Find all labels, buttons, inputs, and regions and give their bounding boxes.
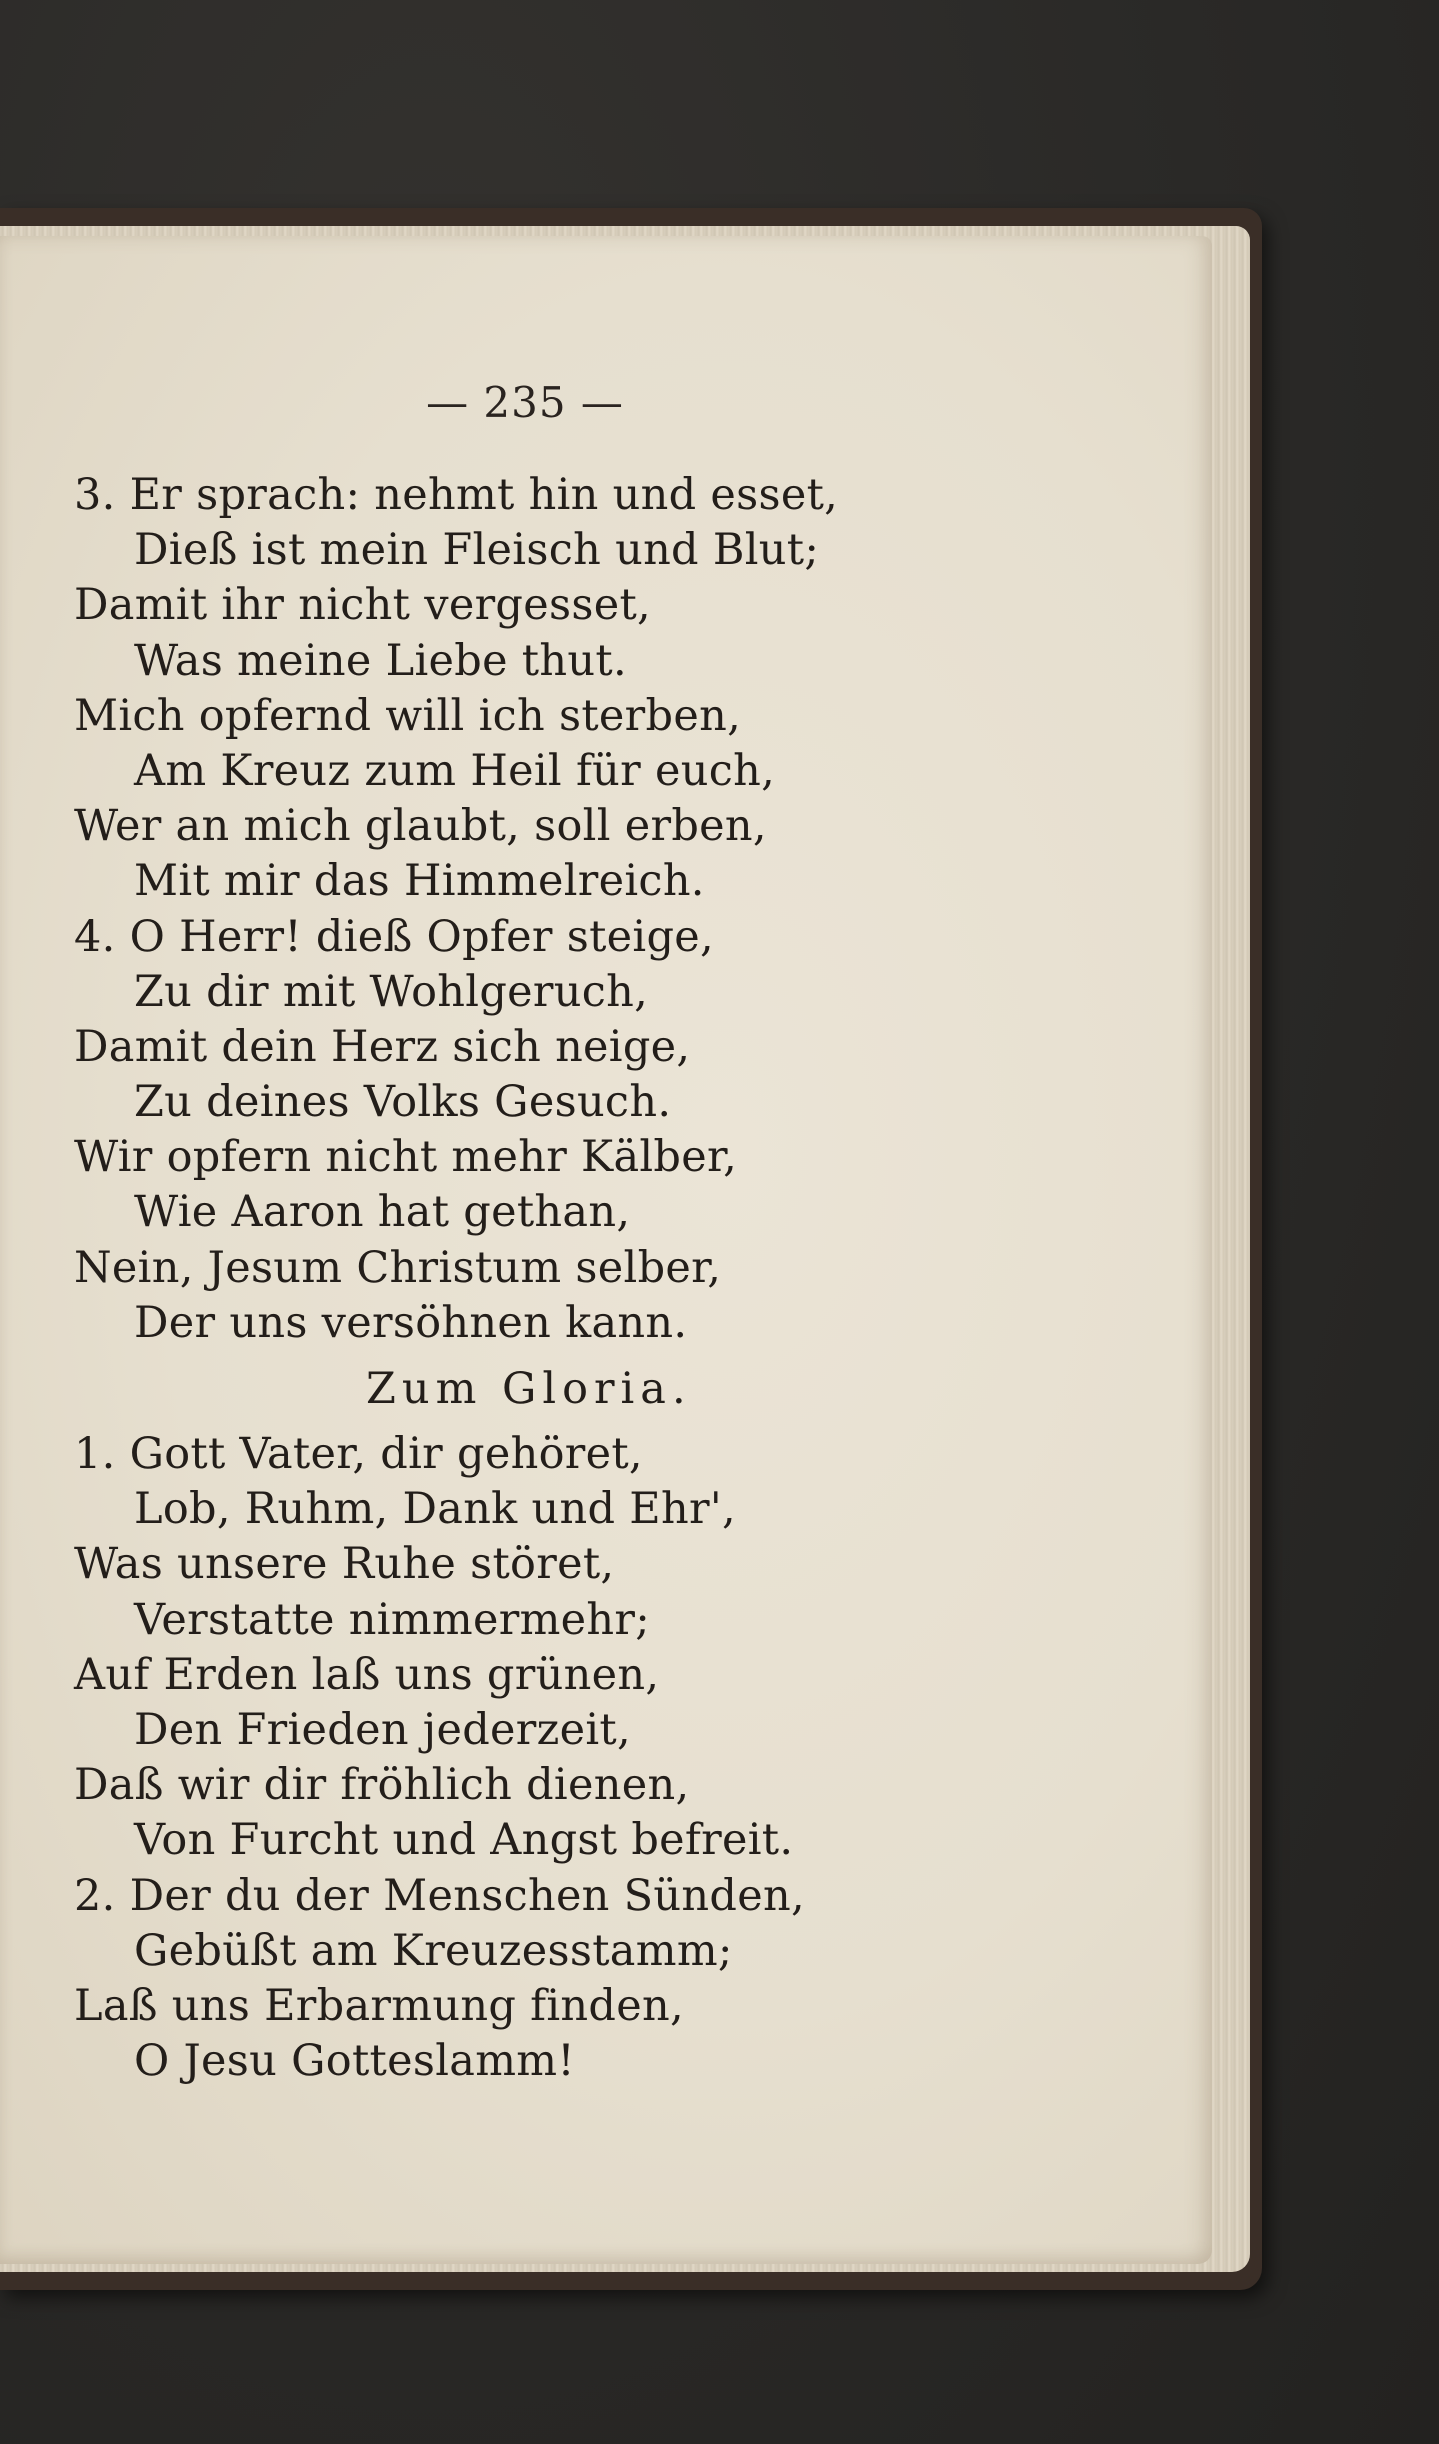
verse-line: Lob, Ruhm, Dank und Ehr',	[134, 1484, 736, 1535]
verse-line: Zu deines Volks Gesuch.	[134, 1077, 672, 1128]
verse-line: Damit dein Herz sich neige,	[74, 1021, 691, 1072]
verse-line: Wie Aaron hat gethan,	[134, 1187, 631, 1238]
verse-line: Verstatte nimmermehr;	[134, 1594, 651, 1645]
verse-line: 2. Der du der Menschen Sünden,	[74, 1870, 805, 1921]
verse-line: Was meine Liebe thut.	[134, 635, 627, 686]
verse-line: Wir opfern nicht mehr Kälber,	[74, 1132, 738, 1183]
verse-line: Mit mir das Himmelreich.	[134, 856, 705, 907]
verse-line: 3. Er sprach: nehmt hin und esset,	[74, 470, 839, 520]
verse-line: Laß uns Erbarmung finden,	[74, 1980, 684, 2031]
verse-line: Der uns versöhnen kann.	[134, 1297, 688, 1348]
verse-line: Den Frieden jederzeit,	[134, 1704, 631, 1755]
verse-line: Daß wir dir fröhlich dienen,	[74, 1760, 690, 1811]
verse-line: Am Kreuz zum Heil für euch,	[134, 745, 776, 796]
verse-line: Nein, Jesum Christum selber,	[74, 1242, 722, 1293]
verse-line: 1. Gott Vater, dir gehöret,	[74, 1429, 643, 1479]
verse-line: O Jesu Gotteslamm!	[134, 2036, 575, 2087]
hymn-stanzas-part2	[74, 1427, 874, 2089]
hymn-stanzas-part1	[74, 468, 874, 1351]
verse-line: Zu dir mit Wohlgeruch,	[134, 966, 649, 1017]
verse-line: Was unsere Ruhe störet,	[74, 1539, 615, 1590]
verse-line: Mich opfernd will ich sterben,	[74, 690, 742, 741]
verse-line: Dieß ist mein Fleisch und Blut;	[134, 525, 820, 576]
section-heading: Zum Gloria.	[366, 1364, 692, 1414]
verse-line: Damit ihr nicht vergesset,	[74, 580, 652, 631]
verse-line: Wer an mich glaubt, soll erben,	[74, 801, 767, 852]
page-number: — 235 —	[426, 378, 624, 427]
verse-line: 4. O Herr! dieß Opfer steige,	[74, 911, 714, 962]
verse-line: Von Furcht und Angst befreit.	[134, 1815, 794, 1866]
hymn-text	[74, 468, 874, 2089]
verse-line: Auf Erden laß uns grünen,	[74, 1649, 660, 1700]
verse-line: Gebüßt am Kreuzesstamm;	[134, 1925, 733, 1976]
